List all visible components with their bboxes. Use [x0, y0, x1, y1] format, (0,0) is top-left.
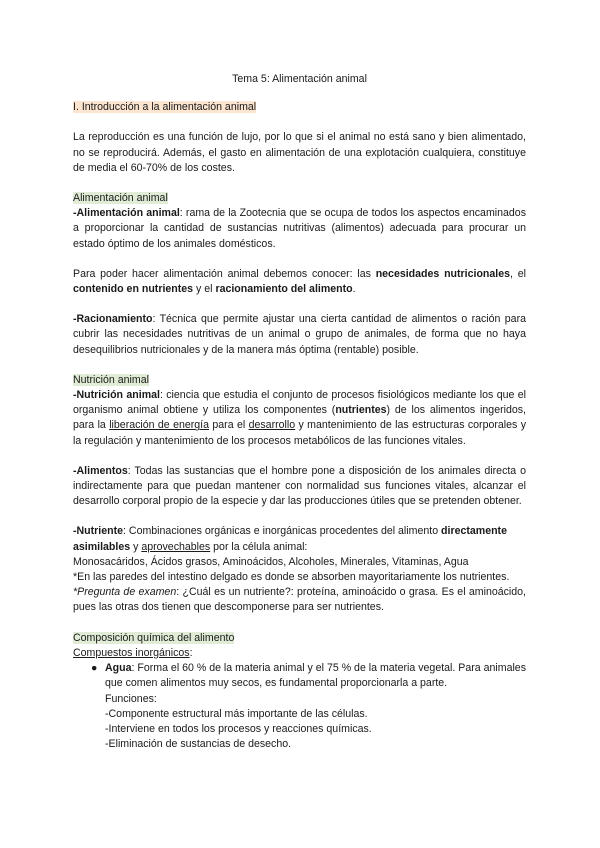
nutriente-definition — [73, 524, 526, 554]
section-heading-composicion — [73, 631, 526, 646]
alimentos-term: -Alimentos — [73, 464, 128, 477]
nutriente-asimilables: directamente asimilables — [73, 525, 507, 553]
exam-label: *Pregunta de examen — [73, 586, 177, 599]
conocer-paragraph — [73, 267, 526, 297]
nutricion-def1: : ciencia que estudia el conjunto de procesos fisiológicos mediante los que el organismo animal obtiene y utiliza los componentes ( — [73, 389, 527, 417]
compuestos-colon: : — [189, 646, 193, 659]
conocer-contenido: contenido en nutrientes — [73, 283, 194, 296]
exam-text: : ¿Cuál es un nutriente?: proteína, aminoácido o grasa. Es el aminoácido, pues las otras dos tienen que descomponerse para ser nutrientes. — [73, 586, 526, 614]
intro-heading-text: I. Introducción a la alimentación animal — [73, 101, 257, 114]
nutriente-list: Monosacáridos, Ácidos grasos, Aminoácidos, Alcoholes, Minerales, Vitaminas, Agua — [73, 555, 469, 568]
nutricion-def2: ) de los alimentos ingeridos, para la — [73, 404, 526, 432]
exam-question — [73, 585, 526, 615]
nutricion-def4: y mantenimiento de las estructuras corporales y la regulación y mantenimiento de los procesos metabólicos de las funciones vitales. — [73, 419, 527, 447]
nutriente-def1: : Combinaciones orgánicas e inorgánicas procedentes del alimento — [123, 525, 442, 538]
funciones-label: Funciones: — [105, 692, 157, 705]
conocer-pre: Para poder hacer alimentación animal debemos conocer: las — [73, 267, 376, 280]
conocer-end: . — [352, 283, 356, 296]
section-heading-nutricion — [73, 373, 526, 388]
conocer-mid1: , el — [510, 267, 526, 280]
nutriente-aprovechables: aprovechables — [141, 540, 211, 553]
alimentacion-term: -Alimentación animal — [73, 207, 180, 220]
racionamiento-term: -Racionamiento — [73, 313, 153, 326]
alimentacion-heading-text: Alimentación animal — [73, 192, 168, 205]
funcion-item: -Eliminación de sustancias de desecho. — [105, 738, 292, 751]
compuestos-list — [73, 661, 526, 752]
intro-paragraph: La reproducción es una función de lujo, por lo que si el animal no está sano y bien alimentado, no se reproducirá. Además, el gasto en alimentación de una explotación cualquiera, constituye de media el 60-70% de los costes. — [73, 131, 526, 174]
alimentos-definition — [73, 464, 526, 510]
compuestos-inorganicos: Compuestos inorgánicos — [73, 646, 190, 659]
section-heading-intro — [73, 100, 526, 115]
nutricion-definition — [73, 388, 526, 449]
alimentacion-definition — [73, 206, 526, 252]
nutricion-desarrollo: desarrollo — [248, 419, 296, 432]
conocer-mid2: y el — [193, 283, 216, 296]
section-heading-alimentacion — [73, 191, 526, 206]
racionamiento-definition — [73, 312, 526, 358]
bullet-icon: ● — [91, 662, 98, 675]
nutriente-term: -Nutriente — [73, 525, 124, 538]
document-title: Tema 5: Alimentación animal — [232, 73, 367, 85]
nutricion-heading-text: Nutrición animal — [73, 373, 149, 386]
agua-term: Agua — [105, 662, 132, 675]
nutricion-def3: para el — [209, 419, 249, 432]
racionamiento-def-text: : Técnica que permite ajustar una cierta cantidad de alimentos o ración para cubrir las necesidades nutritivas de un animal o grupo de animales, de forma que no haya desequilibrios nutricionales y de la manera más óptima (rentable) posible. — [73, 313, 526, 356]
agua-text — [105, 661, 526, 691]
nutriente-def2: y — [130, 540, 142, 553]
nutricion-liberacion: liberación de energía — [109, 419, 210, 432]
list-item-agua — [91, 661, 526, 752]
funcion-item: -Interviene en todos los procesos y reacciones químicas. — [105, 722, 372, 735]
funcion-item: -Componente estructural más importante de las células. — [105, 707, 368, 720]
nutriente-note: *En las paredes del intestino delgado es donde se absorben mayoritariamente los nutrientes. — [73, 571, 510, 584]
alimentacion-def-text: : rama de la Zootecnia que se ocupa de todos los aspectos encaminados a proporcionar la cantidad de sustancias nutritivas (alimentos) adecuada para procurar un estado óptimo de los animales domésticos. — [73, 207, 526, 250]
nutriente-def3: por la célula animal: — [210, 540, 308, 553]
composicion-heading-text: Composición química del alimento — [73, 631, 235, 644]
nutricion-term: -Nutrición animal — [73, 389, 160, 402]
conocer-necesidades: necesidades nutricionales — [375, 267, 511, 280]
conocer-racionamiento: racionamiento del alimento — [215, 283, 353, 296]
nutricion-nutrientes: nutrientes — [335, 404, 387, 417]
alimentos-def-text: : Todas las sustancias que el hombre pone a disposición de los animales directa o indirectamente para que puedan mantener con normalidad sus funciones vitales, alcanzar el desarrollo corporal propio de la especie y dar las producciones útiles que se pretenden obtener. — [73, 464, 526, 508]
agua-def: : Forma el 60 % de la materia animal y el 75 % de la materia vegetal. Para animales que comen alimentos muy secos, es fundamental proporcionarla a parte. — [105, 662, 526, 690]
compuestos-subheading — [73, 646, 526, 661]
